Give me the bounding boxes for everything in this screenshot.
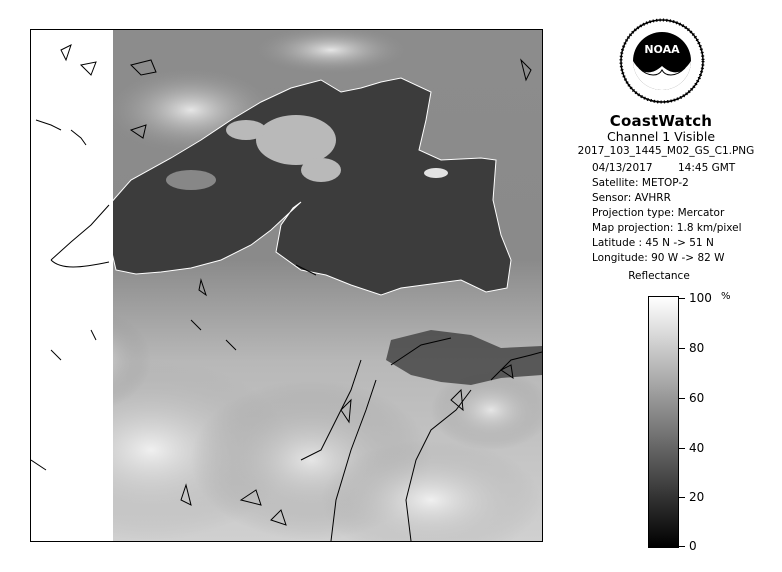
tick-label: 80 — [689, 341, 705, 355]
legend-title: Reflectance — [628, 270, 690, 282]
noaa-logo — [619, 18, 705, 104]
tick-label: 100 — [689, 291, 712, 305]
tick-mark — [679, 497, 685, 498]
tick-label: 60 — [689, 391, 705, 405]
date: 04/13/2017 — [592, 162, 653, 174]
latitude: Latitude : 45 N -> 51 N — [592, 237, 714, 249]
tick-mark — [679, 348, 685, 349]
tick-mark — [679, 448, 685, 449]
tick-mark — [679, 546, 685, 547]
tick-mark — [679, 298, 685, 299]
projection-type: Projection type: Mercator — [592, 207, 725, 219]
longitude: Longitude: 90 W -> 82 W — [592, 252, 725, 264]
channel-label: Channel 1 Visible — [606, 129, 716, 144]
map-projection: Map projection: 1.8 km/pixel — [592, 222, 742, 234]
time: 14:45 GMT — [678, 162, 736, 174]
legend-unit: % — [721, 291, 731, 302]
sensor: Sensor: AVHRR — [592, 192, 671, 204]
no-data-strip — [31, 30, 113, 541]
brand-title: CoastWatch — [609, 112, 713, 130]
filename: 2017_103_1445_M02_GS_C1.PNG — [577, 145, 755, 157]
satellite-map — [31, 30, 542, 541]
tick-label: 0 — [689, 539, 697, 553]
tick-label: 20 — [689, 490, 705, 504]
logo-text: NOAA — [644, 43, 680, 56]
satellite: Satellite: METOP-2 — [592, 177, 689, 189]
tick-mark — [679, 398, 685, 399]
satellite-image — [30, 29, 543, 542]
colorbar — [648, 296, 679, 548]
tick-label: 40 — [689, 441, 705, 455]
